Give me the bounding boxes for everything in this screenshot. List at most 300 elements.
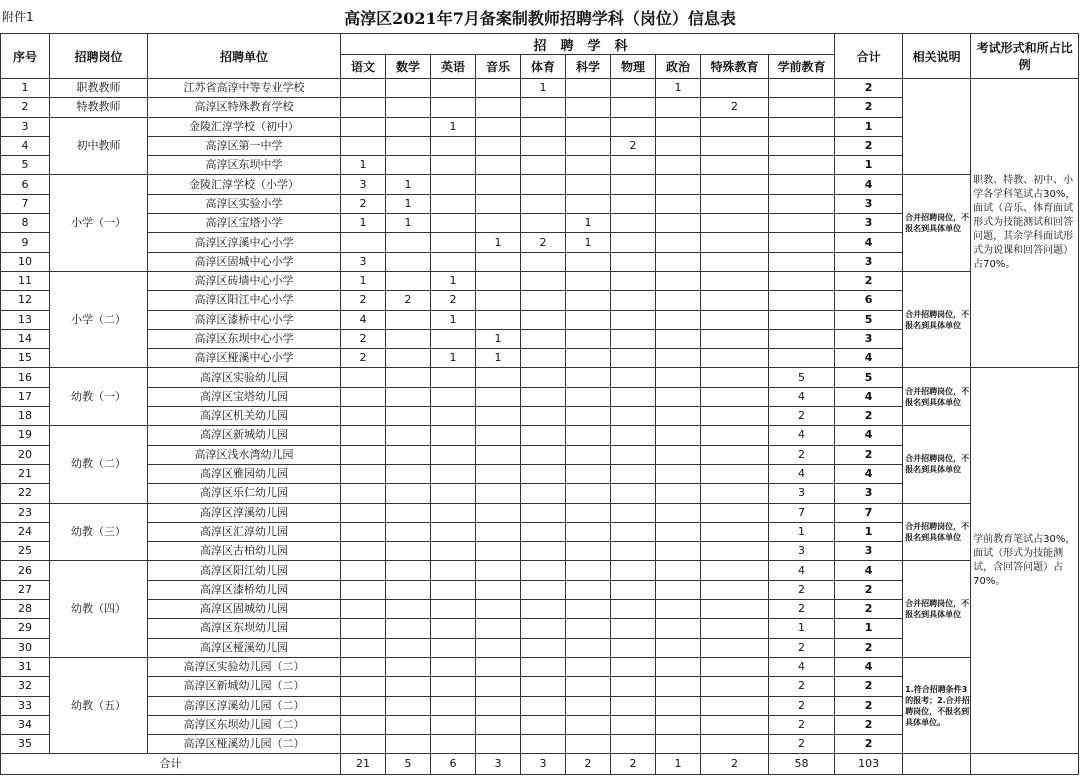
subject-count xyxy=(656,677,701,696)
subject-count xyxy=(431,156,476,175)
subject-count xyxy=(656,387,701,406)
subject-count xyxy=(566,522,611,541)
position-cell: 初中教师 xyxy=(50,117,148,175)
subject-count xyxy=(431,677,476,696)
subject-count xyxy=(656,503,701,522)
subject-count xyxy=(341,503,386,522)
subject-count xyxy=(431,542,476,561)
subject-count xyxy=(611,715,656,734)
subject-count xyxy=(521,156,566,175)
subject-count xyxy=(656,484,701,503)
subject-count: 1 xyxy=(566,233,611,252)
subject-count xyxy=(341,600,386,619)
subject-count xyxy=(431,136,476,155)
subject-count: 1 xyxy=(476,349,521,368)
subject-count xyxy=(656,291,701,310)
row-number: 5 xyxy=(1,156,50,175)
row-total: 4 xyxy=(835,426,903,445)
subject-count xyxy=(611,696,656,715)
position-cell: 特教教师 xyxy=(50,98,148,117)
row-number: 35 xyxy=(1,735,50,754)
subject-count xyxy=(386,233,431,252)
subject-count xyxy=(656,522,701,541)
table-row xyxy=(1,657,1079,676)
subject-count xyxy=(566,542,611,561)
subject-count xyxy=(521,194,566,213)
subject-count: 1 xyxy=(431,117,476,136)
subject-header: 体育 xyxy=(521,55,566,79)
header-position: 招聘岗位 xyxy=(50,34,148,79)
subject-count xyxy=(769,156,835,175)
subject-count: 2 xyxy=(341,291,386,310)
subject-count xyxy=(566,79,611,98)
subject-header: 特殊教育 xyxy=(701,55,769,79)
subject-count xyxy=(431,735,476,754)
subject-count xyxy=(656,233,701,252)
subject-count: 4 xyxy=(769,464,835,483)
unit-cell: 高淳区新城幼儿园 xyxy=(148,426,341,445)
subject-count: 2 xyxy=(341,349,386,368)
subject-count xyxy=(566,329,611,348)
row-number: 16 xyxy=(1,368,50,387)
summary-value: 21 xyxy=(341,754,386,775)
unit-cell: 高淳区宝塔小学 xyxy=(148,214,341,233)
page-title: 高淳区2021年7月备案制教师招聘学科（岗位）信息表 xyxy=(344,9,736,28)
row-number: 31 xyxy=(1,657,50,676)
subject-count xyxy=(521,271,566,290)
row-number: 29 xyxy=(1,619,50,638)
subject-count xyxy=(566,407,611,426)
subject-count xyxy=(386,542,431,561)
subject-count xyxy=(341,136,386,155)
subject-count xyxy=(611,503,656,522)
subject-count: 2 xyxy=(611,136,656,155)
subject-count xyxy=(521,329,566,348)
row-total: 2 xyxy=(835,98,903,117)
subject-count xyxy=(611,580,656,599)
subject-count xyxy=(656,175,701,194)
subject-count xyxy=(431,580,476,599)
header-notes: 相关说明 xyxy=(903,34,971,79)
row-total: 5 xyxy=(835,368,903,387)
subject-count xyxy=(611,329,656,348)
subject-count xyxy=(611,464,656,483)
summary-empty xyxy=(971,754,1079,775)
unit-cell: 高淳区固城中心小学 xyxy=(148,252,341,271)
subject-count xyxy=(701,503,769,522)
row-number: 13 xyxy=(1,310,50,329)
subject-count xyxy=(611,600,656,619)
header-subjects-group: 招聘学科 xyxy=(341,34,835,55)
subject-count xyxy=(476,214,521,233)
subject-count xyxy=(566,271,611,290)
subject-count xyxy=(611,233,656,252)
subject-count: 1 xyxy=(566,214,611,233)
subject-count xyxy=(566,484,611,503)
subject-count xyxy=(656,445,701,464)
subject-count xyxy=(431,464,476,483)
subject-count xyxy=(769,136,835,155)
subject-count xyxy=(386,735,431,754)
subject-count xyxy=(476,561,521,580)
subject-count xyxy=(701,407,769,426)
subject-count xyxy=(566,156,611,175)
row-number: 2 xyxy=(1,98,50,117)
subject-count xyxy=(769,291,835,310)
unit-cell: 高淳区砖墙中心小学 xyxy=(148,271,341,290)
summary-value: 5 xyxy=(386,754,431,775)
subject-count xyxy=(521,600,566,619)
unit-cell: 高淳区固城幼儿园 xyxy=(148,600,341,619)
subject-count xyxy=(701,580,769,599)
subject-count: 2 xyxy=(341,329,386,348)
subject-header: 语文 xyxy=(341,55,386,79)
subject-count xyxy=(386,445,431,464)
subject-count xyxy=(476,79,521,98)
subject-count xyxy=(701,735,769,754)
subject-header: 科学 xyxy=(566,55,611,79)
subject-count xyxy=(476,368,521,387)
subject-count xyxy=(341,387,386,406)
subject-count: 5 xyxy=(769,368,835,387)
subject-count xyxy=(341,368,386,387)
note-cell: 合并招聘岗位，不报名到具体单位 xyxy=(903,561,971,657)
subject-count xyxy=(656,329,701,348)
summary-row xyxy=(1,754,1079,775)
row-total: 7 xyxy=(835,503,903,522)
subject-count xyxy=(611,387,656,406)
subject-count xyxy=(611,657,656,676)
subject-count xyxy=(521,368,566,387)
subject-count: 2 xyxy=(341,194,386,213)
row-number: 10 xyxy=(1,252,50,271)
header-unit: 招聘单位 xyxy=(148,34,341,79)
unit-cell: 高淳区古柏幼儿园 xyxy=(148,542,341,561)
subject-count: 1 xyxy=(476,329,521,348)
row-total: 4 xyxy=(835,561,903,580)
position-cell: 幼教（二） xyxy=(50,426,148,503)
subject-count xyxy=(656,638,701,657)
subject-count: 7 xyxy=(769,503,835,522)
subject-count xyxy=(656,600,701,619)
subject-header: 政治 xyxy=(656,55,701,79)
subject-count xyxy=(701,175,769,194)
subject-count: 1 xyxy=(521,79,566,98)
subject-count xyxy=(701,214,769,233)
subject-count: 4 xyxy=(769,426,835,445)
subject-count xyxy=(701,619,769,638)
subject-count xyxy=(701,561,769,580)
summary-empty xyxy=(903,754,971,775)
note-cell: 合并招聘岗位，不报名到具体单位 xyxy=(903,368,971,426)
row-number: 33 xyxy=(1,696,50,715)
row-number: 30 xyxy=(1,638,50,657)
subject-count xyxy=(386,619,431,638)
row-total: 4 xyxy=(835,387,903,406)
row-total: 4 xyxy=(835,175,903,194)
subject-count xyxy=(701,291,769,310)
subject-count xyxy=(611,542,656,561)
subject-count xyxy=(341,426,386,445)
subject-count xyxy=(656,542,701,561)
note-cell: 合并招聘岗位，不报名到具体单位 xyxy=(903,175,971,271)
row-number: 6 xyxy=(1,175,50,194)
subject-count xyxy=(386,484,431,503)
subject-count xyxy=(431,79,476,98)
unit-cell: 高淳区实验小学 xyxy=(148,194,341,213)
subject-count xyxy=(566,117,611,136)
subject-count xyxy=(521,407,566,426)
row-number: 8 xyxy=(1,214,50,233)
subject-count xyxy=(566,580,611,599)
subject-count xyxy=(566,503,611,522)
subject-count xyxy=(476,600,521,619)
row-number: 11 xyxy=(1,271,50,290)
exam-cell: 学前教育笔试占30%，面试（形式为技能测试，含回答问题）占70%。 xyxy=(971,368,1079,754)
subject-count xyxy=(521,657,566,676)
subject-count xyxy=(611,677,656,696)
position-cell: 职教教师 xyxy=(50,79,148,98)
subject-count: 1 xyxy=(431,310,476,329)
subject-count xyxy=(431,98,476,117)
subject-count xyxy=(341,542,386,561)
subject-count xyxy=(566,387,611,406)
row-total: 1 xyxy=(835,156,903,175)
row-number: 4 xyxy=(1,136,50,155)
subject-count xyxy=(566,368,611,387)
subject-count: 2 xyxy=(769,696,835,715)
subject-count xyxy=(476,522,521,541)
row-number: 7 xyxy=(1,194,50,213)
subject-count xyxy=(769,214,835,233)
subject-count: 3 xyxy=(341,175,386,194)
row-total: 3 xyxy=(835,194,903,213)
unit-cell: 高淳区实验幼儿园（二） xyxy=(148,657,341,676)
row-total: 4 xyxy=(835,464,903,483)
subject-count xyxy=(431,407,476,426)
row-total: 1 xyxy=(835,619,903,638)
subject-count xyxy=(386,79,431,98)
summary-value: 3 xyxy=(521,754,566,775)
subject-count xyxy=(656,117,701,136)
position-cell: 幼教（三） xyxy=(50,503,148,561)
subject-count xyxy=(386,677,431,696)
subject-count xyxy=(521,214,566,233)
subject-count xyxy=(611,735,656,754)
subject-count: 4 xyxy=(769,561,835,580)
subject-count: 1 xyxy=(341,156,386,175)
subject-count xyxy=(521,619,566,638)
subject-count xyxy=(341,638,386,657)
subject-count xyxy=(656,696,701,715)
header-exam: 考试形式和所占比例 xyxy=(971,34,1079,79)
subject-count xyxy=(521,715,566,734)
note-cell xyxy=(903,79,971,175)
subject-count xyxy=(431,522,476,541)
subject-count xyxy=(656,98,701,117)
subject-count xyxy=(386,387,431,406)
subject-count xyxy=(521,638,566,657)
unit-cell: 高淳区漆桥中心小学 xyxy=(148,310,341,329)
subject-count xyxy=(476,136,521,155)
subject-count xyxy=(431,214,476,233)
subject-count xyxy=(386,349,431,368)
subject-count xyxy=(431,445,476,464)
row-total: 3 xyxy=(835,214,903,233)
subject-count xyxy=(521,98,566,117)
row-number: 9 xyxy=(1,233,50,252)
subject-count xyxy=(611,426,656,445)
unit-cell: 高淳区第一中学 xyxy=(148,136,341,155)
row-total: 5 xyxy=(835,310,903,329)
row-total: 2 xyxy=(835,271,903,290)
note-cell: 合并招聘岗位，不报名到具体单位 xyxy=(903,503,971,561)
subject-count: 2 xyxy=(769,715,835,734)
subject-count xyxy=(611,349,656,368)
unit-cell: 高淳区桠溪中心小学 xyxy=(148,349,341,368)
subject-header: 学前教育 xyxy=(769,55,835,79)
unit-cell: 高淳区东坝中心小学 xyxy=(148,329,341,348)
subject-count xyxy=(566,349,611,368)
subject-count xyxy=(769,310,835,329)
subject-count xyxy=(701,445,769,464)
subject-count: 1 xyxy=(341,214,386,233)
subject-count xyxy=(386,657,431,676)
table-row xyxy=(1,561,1079,580)
subject-count xyxy=(476,387,521,406)
unit-cell: 高淳区雅园幼儿园 xyxy=(148,464,341,483)
subject-count xyxy=(656,252,701,271)
subject-count xyxy=(341,484,386,503)
subject-count xyxy=(611,407,656,426)
subject-count xyxy=(701,79,769,98)
subject-count xyxy=(566,735,611,754)
unit-cell: 高淳区特殊教育学校 xyxy=(148,98,341,117)
subject-count xyxy=(611,79,656,98)
subject-count xyxy=(701,677,769,696)
subject-count xyxy=(701,368,769,387)
subject-count xyxy=(341,407,386,426)
subject-count xyxy=(431,387,476,406)
subject-count xyxy=(611,291,656,310)
subject-count xyxy=(386,715,431,734)
subject-count: 1 xyxy=(656,79,701,98)
note-cell: 1.符合招聘条件3的报考；2.合并招聘岗位，不报名到具体单位。 xyxy=(903,657,971,753)
subject-count xyxy=(701,600,769,619)
unit-cell: 高淳区宝塔幼儿园 xyxy=(148,387,341,406)
subject-count: 3 xyxy=(341,252,386,271)
subject-count xyxy=(701,426,769,445)
subject-count xyxy=(386,117,431,136)
subject-count xyxy=(701,715,769,734)
subject-count xyxy=(769,271,835,290)
subject-count: 1 xyxy=(386,214,431,233)
subject-count xyxy=(769,98,835,117)
subject-count xyxy=(431,619,476,638)
subject-count xyxy=(701,542,769,561)
subject-count xyxy=(341,445,386,464)
subject-count xyxy=(431,484,476,503)
subject-count xyxy=(656,156,701,175)
row-number: 18 xyxy=(1,407,50,426)
subject-count xyxy=(701,349,769,368)
subject-count xyxy=(611,310,656,329)
subject-count xyxy=(656,407,701,426)
subject-count xyxy=(656,310,701,329)
subject-header: 英语 xyxy=(431,55,476,79)
subject-count xyxy=(386,98,431,117)
subject-count xyxy=(476,156,521,175)
unit-cell: 高淳区新城幼儿园（二） xyxy=(148,677,341,696)
subject-count xyxy=(611,619,656,638)
row-number: 21 xyxy=(1,464,50,483)
subject-count xyxy=(701,233,769,252)
unit-cell: 高淳区桠溪幼儿园（二） xyxy=(148,735,341,754)
subject-count xyxy=(386,426,431,445)
row-number: 17 xyxy=(1,387,50,406)
row-number: 19 xyxy=(1,426,50,445)
subject-count: 4 xyxy=(769,387,835,406)
subject-count: 2 xyxy=(769,580,835,599)
subject-count xyxy=(656,194,701,213)
row-total: 2 xyxy=(835,715,903,734)
subject-count: 1 xyxy=(386,175,431,194)
subject-count xyxy=(386,252,431,271)
subject-count: 2 xyxy=(769,735,835,754)
table-row xyxy=(1,175,1079,194)
unit-cell: 高淳区实验幼儿园 xyxy=(148,368,341,387)
subject-count xyxy=(476,638,521,657)
subject-count: 2 xyxy=(769,600,835,619)
row-number: 12 xyxy=(1,291,50,310)
subject-count xyxy=(476,445,521,464)
subject-count xyxy=(521,696,566,715)
subject-count xyxy=(656,657,701,676)
subject-count xyxy=(341,619,386,638)
subject-count xyxy=(476,271,521,290)
subject-count: 2 xyxy=(769,407,835,426)
subject-count xyxy=(611,214,656,233)
subject-count xyxy=(521,542,566,561)
row-number: 32 xyxy=(1,677,50,696)
subject-count xyxy=(431,194,476,213)
subject-count xyxy=(341,677,386,696)
subject-count xyxy=(431,175,476,194)
subject-count xyxy=(611,522,656,541)
subject-count xyxy=(701,310,769,329)
header-total: 合计 xyxy=(835,34,903,79)
subject-count xyxy=(701,329,769,348)
row-number: 15 xyxy=(1,349,50,368)
subject-count xyxy=(341,98,386,117)
subject-count xyxy=(521,735,566,754)
subject-count: 2 xyxy=(769,445,835,464)
exam-cell: 职教、特教、初中、小学各学科笔试占30%，面试（音乐、体育面试形式为技能测试和回答问题，其余学科面试形式为说课和回答问题）占70%。 xyxy=(971,79,1079,368)
subject-count xyxy=(476,291,521,310)
subject-count xyxy=(769,175,835,194)
subject-count xyxy=(386,271,431,290)
subject-count xyxy=(431,233,476,252)
subject-count xyxy=(566,194,611,213)
row-total: 2 xyxy=(835,638,903,657)
unit-cell: 金陵汇淳学校（小学） xyxy=(148,175,341,194)
subject-count xyxy=(386,464,431,483)
subject-count xyxy=(341,79,386,98)
subject-count xyxy=(431,657,476,676)
subject-count xyxy=(769,252,835,271)
position-cell: 幼教（四） xyxy=(50,561,148,657)
row-number: 26 xyxy=(1,561,50,580)
